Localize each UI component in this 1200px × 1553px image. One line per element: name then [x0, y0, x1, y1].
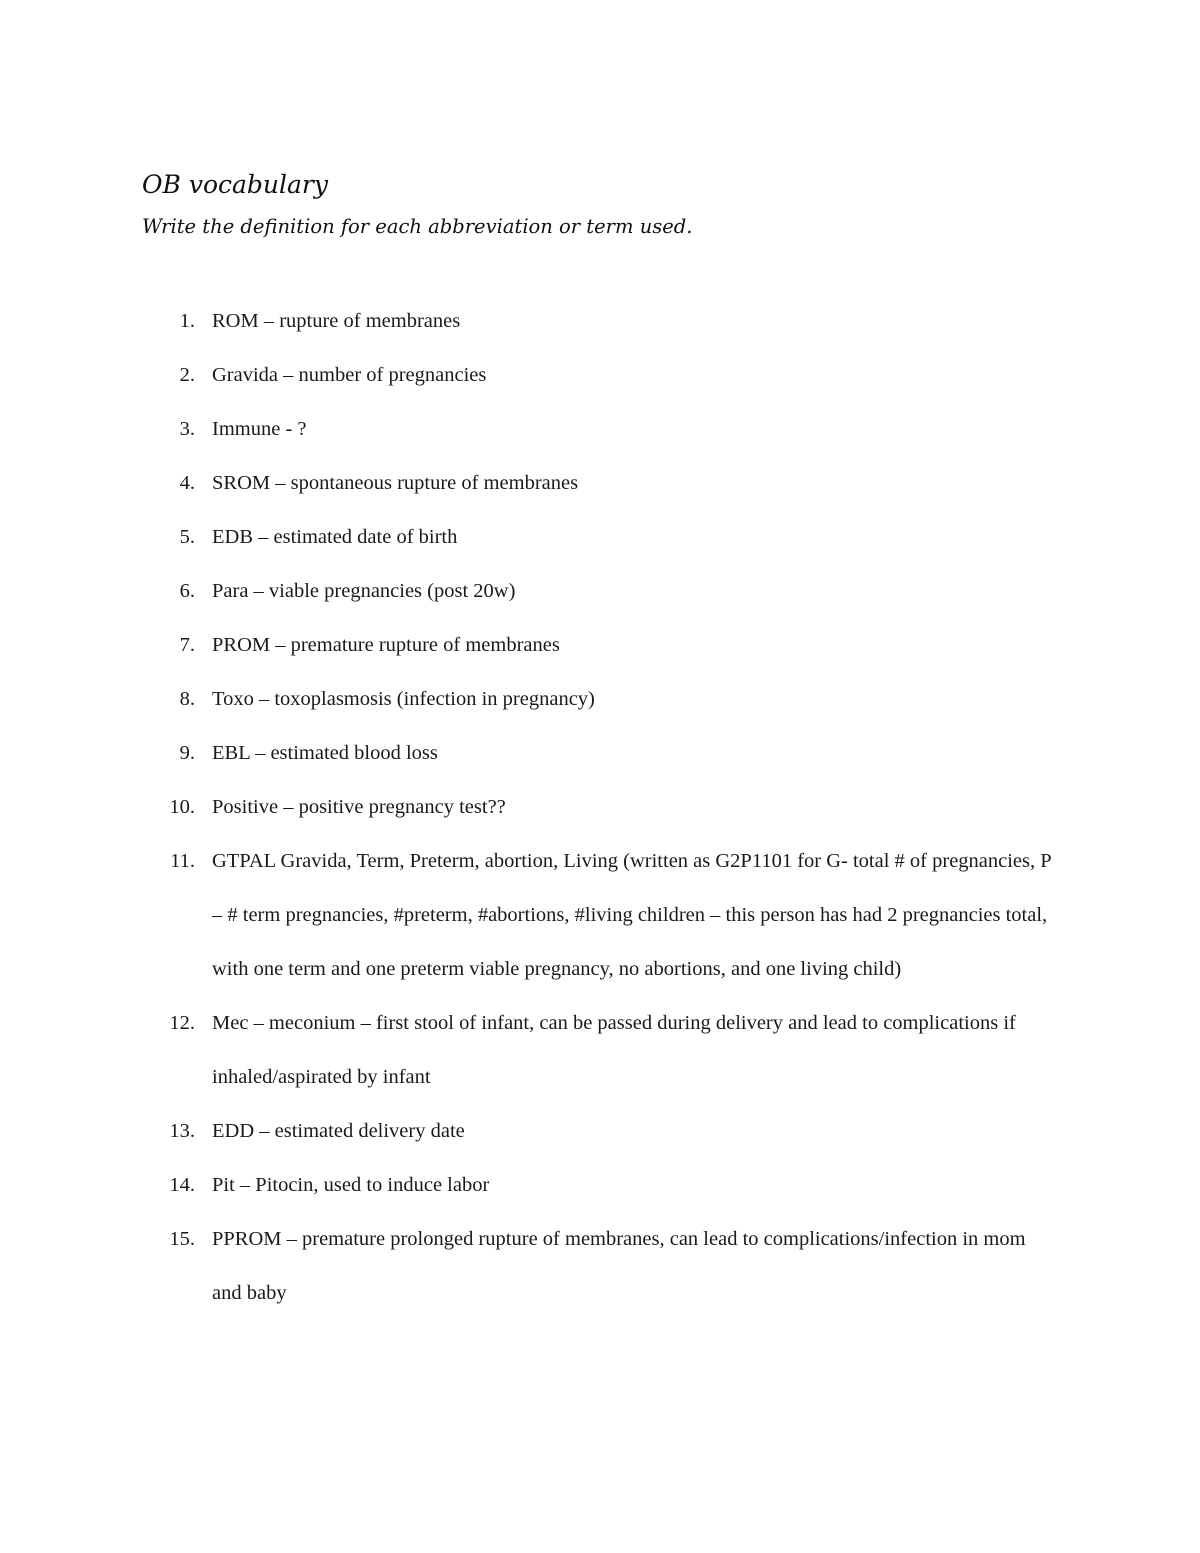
item-number: 7.	[179, 634, 195, 656]
document-title: OB vocabulary	[142, 170, 328, 199]
item-number: 15.	[169, 1228, 195, 1250]
item-number: 6.	[179, 580, 195, 602]
item-number: 2.	[179, 364, 195, 386]
list-item	[0, 1158, 1200, 1212]
list-item	[0, 510, 1200, 564]
item-text: Toxo – toxoplasmosis (infection in pregnancy)	[212, 688, 595, 710]
document-instructions: Write the definition for each abbreviation or term used.	[142, 215, 693, 238]
item-text: Para – viable pregnancies (post 20w)	[212, 580, 516, 602]
list-item	[0, 564, 1200, 618]
list-item	[0, 672, 1200, 726]
item-number: 14.	[169, 1174, 195, 1196]
item-text: EBL – estimated blood loss	[212, 742, 438, 764]
item-text: EDB – estimated date of birth	[212, 526, 458, 548]
vocabulary-list	[0, 294, 1200, 1320]
list-item	[0, 996, 1200, 1104]
list-item	[0, 1212, 1200, 1320]
item-text: PPROM – premature prolonged rupture of membranes, can lead to complications/infection in mom and baby	[212, 1228, 1026, 1304]
item-number: 4.	[179, 472, 195, 494]
item-text: GTPAL Gravida, Term, Preterm, abortion, Living (written as G2P1101 for G- total # of pregnancies, P – # term pregnancies, #preterm, #abortions, #living children – this person has had 2 pregnancies total, with one term and one preterm viable pregnancy, no abortions, and one living child)	[212, 850, 1051, 980]
item-number: 5.	[179, 526, 195, 548]
item-number: 13.	[169, 1120, 195, 1142]
item-text: Gravida – number of pregnancies	[212, 364, 487, 386]
list-item	[0, 402, 1200, 456]
item-number: 1.	[179, 310, 195, 332]
list-item	[0, 348, 1200, 402]
item-text: ROM – rupture of membranes	[212, 310, 461, 332]
item-number: 8.	[179, 688, 195, 710]
list-item	[0, 456, 1200, 510]
item-number: 3.	[179, 418, 195, 440]
list-item	[0, 294, 1200, 348]
item-text: EDD – estimated delivery date	[212, 1120, 465, 1142]
item-number: 10.	[169, 796, 195, 818]
list-item	[0, 780, 1200, 834]
item-text: Mec – meconium – first stool of infant, can be passed during delivery and lead to complications if inhaled/aspirated by infant	[212, 1012, 1016, 1088]
item-text: Pit – Pitocin, used to induce labor	[212, 1174, 490, 1196]
item-number: 9.	[179, 742, 195, 764]
item-number: 11.	[170, 850, 195, 872]
item-text: Positive – positive pregnancy test??	[212, 796, 506, 818]
item-text: SROM – spontaneous rupture of membranes	[212, 472, 579, 494]
item-text: PROM – premature rupture of membranes	[212, 634, 560, 656]
item-text: Immune - ?	[212, 418, 307, 440]
list-item	[0, 1104, 1200, 1158]
list-item	[0, 834, 1200, 996]
list-item	[0, 726, 1200, 780]
list-item	[0, 618, 1200, 672]
item-number: 12.	[169, 1012, 195, 1034]
